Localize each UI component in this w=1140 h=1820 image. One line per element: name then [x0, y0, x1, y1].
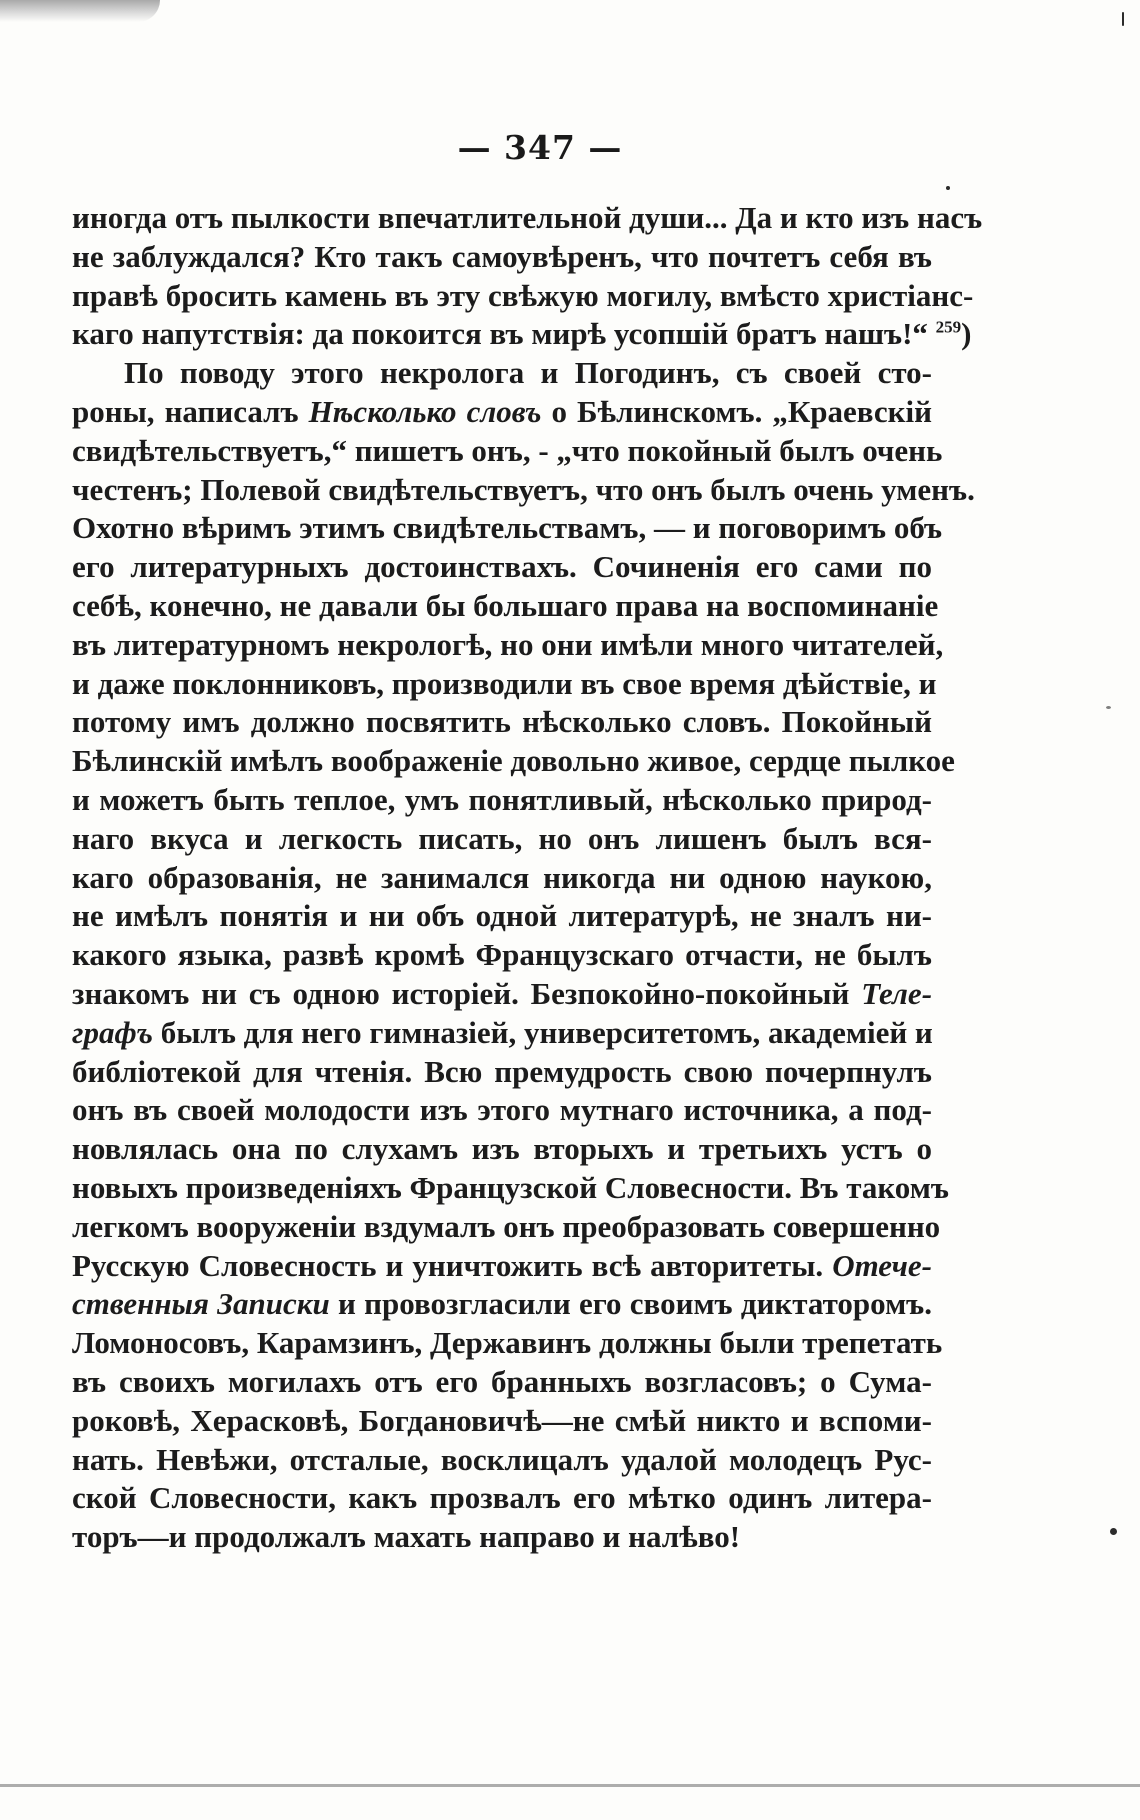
text-line: себѣ, конечно, не давали бы большаго права на воспоминаніе	[72, 587, 939, 623]
ink-speck	[1110, 1528, 1117, 1535]
text-line: ской Словесности, какъ прозвалъ его мѣтко одинъ литера-	[72, 1480, 932, 1516]
text-segment: каго напутствія: да покоится въ мирѣ усопшій братъ нашъ!“	[72, 316, 928, 352]
text-segment: )	[961, 316, 972, 352]
page-number: — 347 —	[457, 128, 623, 167]
text-line: торъ—и продолжалъ махать направо и налѣво!	[72, 1519, 741, 1555]
text-line: честенъ; Полевой свидѣтельствуетъ, что онъ былъ очень уменъ.	[72, 471, 975, 507]
text-segment: былъ для него гимназіей, университетомъ, академіей и	[160, 1014, 933, 1050]
text-line	[72, 1285, 932, 1324]
text-line: новлялась она по слухамъ изъ вторыхъ и третьихъ устъ о	[72, 1131, 932, 1167]
text-segment: знакомъ ни съ одною исторіей. Безпокойно-покойный	[72, 975, 850, 1011]
text-line: потому имъ должно посвятить нѣсколько словъ. Покойный	[72, 704, 932, 740]
text-segment: Русскую Словесность и уничтожить всѣ авторитеты.	[72, 1247, 824, 1283]
italic-title: Отече-	[832, 1247, 932, 1283]
ink-speck	[946, 186, 950, 190]
text-line: легкомъ вооруженіи вздумалъ онъ преобразовать совершенно	[72, 1208, 941, 1244]
text-line: правѣ бросить камень въ эту свѣжую могилу, вмѣсто христіанс-	[72, 277, 974, 313]
text-line: Ломоносовъ, Карамзинъ, Державинъ должны были трепетать	[72, 1325, 943, 1361]
text-line: каго образованія, не занимался никогда ни одною наукою,	[72, 859, 932, 895]
text-segment: роны, написалъ	[72, 393, 299, 429]
text-line	[72, 315, 972, 354]
text-line: наго вкуса и легкость писать, но онъ лишенъ былъ вся-	[72, 820, 932, 856]
text-line: въ своихъ могилахъ отъ его бранныхъ возгласовъ; о Сума-	[72, 1363, 932, 1399]
text-line: иногда отъ пылкости впечатлительной души... Да и кто изъ насъ	[72, 200, 983, 235]
text-line	[72, 1014, 932, 1053]
italic-title: Теле-	[861, 975, 933, 1011]
text-line: не заблуждался? Кто такъ самоувѣренъ, что почтетъ себя въ	[72, 238, 932, 274]
ink-speck	[1122, 12, 1124, 26]
text-line: библіотекой для чтенія. Всю премудрость свою почерпнулъ	[72, 1053, 932, 1089]
text-segment: о Бѣлинскомъ. „Краевскій	[551, 393, 933, 429]
text-line: нать. Невѣжи, отсталые, восклицалъ удалой молодецъ Рус-	[72, 1441, 932, 1477]
ink-speck	[1106, 706, 1111, 709]
text-line: По поводу этого некролога и Погодинъ, съ своей сто-	[124, 355, 932, 391]
italic-title: графъ	[72, 1014, 153, 1050]
text-line	[72, 393, 932, 432]
text-line: роковѣ, Херасковѣ, Богдановичѣ—не смѣй никто и вспоми-	[72, 1402, 932, 1438]
text-line	[72, 1247, 932, 1286]
footnote-reference: 259	[935, 318, 962, 338]
body-text	[72, 199, 983, 1557]
text-line: какого языка, развѣ кромѣ Французскаго отчасти, не былъ	[72, 937, 932, 973]
text-line: не имѣлъ понятія и ни объ одной литературѣ, не зналъ ни-	[72, 898, 932, 934]
text-line: Охотно вѣримъ этимъ свидѣтельствамъ, — и поговоримъ объ	[72, 510, 943, 546]
italic-title: Нѣсколько словъ	[308, 393, 542, 429]
text-line: и можетъ быть теплое, умъ понятливый, нѣсколько природ-	[72, 781, 932, 817]
text-line: онъ въ своей молодости изъ этого мутнаго источника, а под-	[72, 1092, 932, 1128]
text-line: свидѣтельствуетъ,“ пишетъ онъ, - „что покойный былъ очень	[72, 432, 943, 468]
text-line: и даже поклонниковъ, производили въ свое время дѣйствіе, и	[72, 665, 937, 701]
text-line: его литературныхъ достоинствахъ. Сочиненія его сами по	[72, 549, 932, 585]
text-line	[72, 975, 932, 1014]
text-line: новыхъ произведеніяхъ Французской Словесности. Въ такомъ	[72, 1169, 949, 1205]
text-segment: и провозгласили его своимъ диктаторомъ.	[338, 1286, 933, 1322]
text-line: въ литературномъ некрологѣ, но они имѣли много читателей,	[72, 626, 944, 662]
text-line: Бѣлинскій имѣлъ воображеніе довольно живое, сердце пылкое	[72, 743, 955, 779]
italic-title: ственныя Записки	[72, 1286, 330, 1322]
scan-shadow-top	[0, 0, 160, 22]
scan-edge-bottom	[0, 1784, 1140, 1787]
